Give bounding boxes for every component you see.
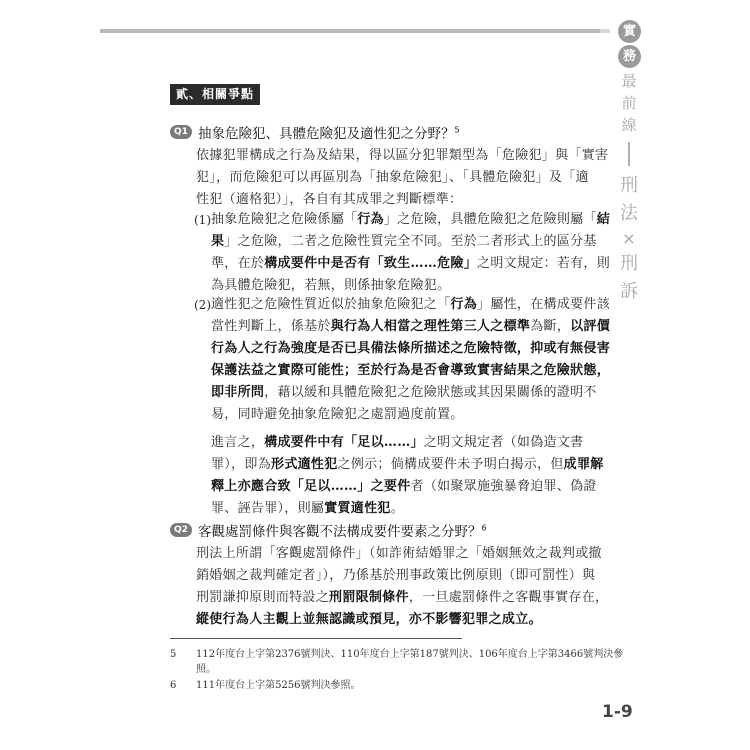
text-line: 依據犯罪構成之行為及結果，得以區分犯罪類型為「危險犯」與「實害 [196, 148, 609, 163]
text-line: 易，同時避免抽象危險犯之處罰過度前置。 [211, 407, 464, 422]
question-title: 抽象危險犯、具體危險犯及適性犯之分野？ [198, 126, 455, 142]
footnote-line [170, 662, 623, 677]
side-subject-char: 刑 [620, 175, 638, 196]
side-circle: 實 [618, 20, 641, 43]
text-line: 當性判斷上，係基於與行為人相當之理性第三人之標準為斷，以評價 [211, 319, 611, 334]
list-number: (1) [194, 213, 211, 227]
question-2 [170, 520, 487, 540]
question-title: 客觀處罰條件與客觀不法構成要件要素之分野？ [198, 524, 482, 540]
text-line: 刑罰謙抑原則而特設之刑罰限制條件，一旦處罰條件之客觀事實存在， [196, 590, 609, 605]
question-1 [170, 122, 460, 142]
side-tab [616, 20, 646, 320]
text-line: 行為人之行為強度是否已具備法條所描述之危險特徵，抑或有無侵害 [211, 341, 611, 356]
side-char: 線 [621, 116, 637, 134]
side-divider [628, 142, 630, 166]
text-line: 為具體危險犯，若無，則係抽象危險犯。 [211, 278, 451, 293]
question-badge: Q1 [170, 125, 192, 139]
text-line: 性犯（適格犯）」，各自有其成罪之判斷標準： [196, 192, 463, 207]
text-line: 果」之危險，二者之危險性質完全不同。至於二者形式上的區分基 [211, 234, 597, 249]
footnote-number: 5 [170, 649, 177, 660]
question-badge: Q2 [170, 523, 192, 537]
section-heading: 貳、相關爭點 [170, 84, 260, 105]
text-line: 犯」，而危險犯可以再區別為「抽象危險犯」、「具體危險犯」及「適 [196, 170, 589, 185]
text-line: 刑法上所謂「客觀處罰條件」（如詐術結婚罪之「婚姻無效之裁判或撤 [196, 546, 602, 561]
text-line: 進言之，構成要件中有「足以……」之明文規定者（如偽造文書 [211, 435, 584, 450]
side-subject-char: 訴 [620, 281, 638, 302]
side-circle: 務 [618, 45, 641, 68]
q1-item-1 [211, 209, 610, 297]
side-subject-char: 法 [620, 203, 638, 224]
question-text [198, 520, 487, 540]
text-line: 保護法益之實際可能性；至於行為是否會導致實害結果之危險狀態， [211, 363, 611, 378]
header-rule-end [600, 29, 610, 33]
text-line: 罪），即為形式適性犯之例示；倘構成要件未予明白揭示，但成罪解 [211, 457, 604, 472]
text-line: 罪、誣告罪），則屬實質適性犯。 [211, 501, 405, 516]
side-char: 前 [621, 94, 637, 112]
text-line: 適性犯之危險性質近似於抽象危險犯之「行為」屬性，在構成要件該 [211, 297, 611, 312]
footnote-ref: 6 [481, 523, 487, 533]
text-line: 釋上亦應合致「足以……」之要件者（如聚眾施強暴脅迫罪、偽證 [211, 479, 597, 494]
footnote-text: 照。 [196, 664, 216, 675]
footnote-6 [170, 678, 361, 693]
footnote-rule [170, 638, 462, 639]
footnote-line [170, 647, 623, 662]
q1-further [211, 432, 604, 520]
side-subject-char: × [622, 229, 636, 248]
text-line: 抽象危險犯之危險係屬「行為」之危險，具體危險犯之危險則屬「結 [211, 212, 611, 227]
header-rule [100, 29, 610, 33]
q1-intro [196, 145, 608, 211]
q1-item-2 [211, 294, 610, 426]
text-line: 即非所問，藉以緩和具體危險犯之危險狀態或其因果關係的證明不 [211, 385, 597, 400]
text-line: 銷婚姻之裁判確定者」），乃係基於刑事政策比例原則（即可罰性）與 [196, 568, 596, 583]
footnote-text: 111年度台上字第5256號判決參照。 [196, 680, 361, 691]
side-subject-char: 刑 [620, 253, 638, 274]
page-number: 1-9 [602, 702, 633, 722]
footnote-text: 112年度台上字第2376號判決、110年度台上字第187號判決、106年度台上字第3466號判決參 [196, 649, 624, 660]
footnote-ref: 5 [454, 125, 460, 135]
footnote-number: 6 [170, 680, 177, 691]
text-line: 縱使行為人主觀上並無認識或預見，亦不影響犯罪之成立。 [196, 612, 542, 627]
q2-body [196, 543, 608, 631]
question-text [198, 122, 460, 142]
footnote-line [170, 678, 361, 693]
text-line: 準，在於構成要件中是否有「致生……危險」之明文規定：若有，則 [211, 256, 611, 271]
side-char: 最 [621, 72, 637, 90]
list-number: (2) [194, 298, 211, 312]
footnote-5 [170, 647, 623, 677]
